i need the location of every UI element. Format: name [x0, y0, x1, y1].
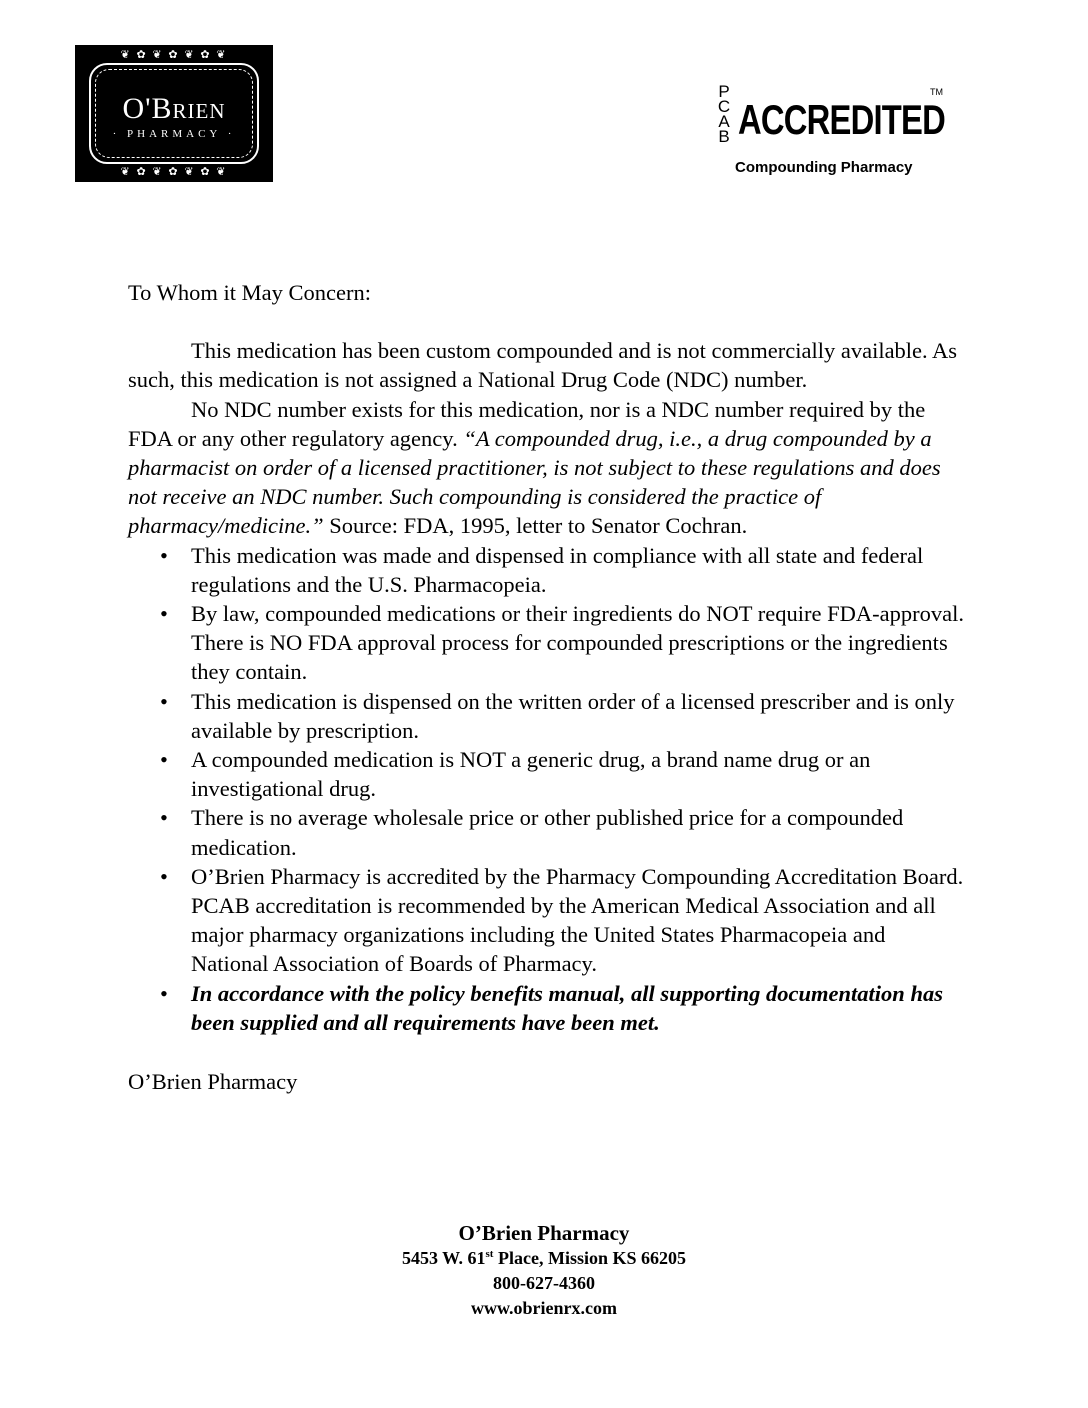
pcab-letter: A [718, 112, 730, 131]
list-item-text-emphasis: In accordance with the policy benefits manual, all supporting documentation has been supplied and all requirements have been met. [191, 980, 943, 1035]
salutation: To Whom it May Concern: [128, 280, 371, 305]
bullet-icon: • [160, 805, 168, 831]
fda-quote: “A compounded drug, i.e., a drug compounded by a pharmacist on order of a licensed practitioner, is not subject to these regulations and does not receive an NDC number. Such compounding is considered the practice of pharmacy/medicine.” [128, 425, 941, 539]
bullet-list [128, 541, 968, 1037]
pcab-subtitle: Compounding Pharmacy [735, 159, 913, 176]
list-item [128, 599, 968, 687]
paragraph-lead: No NDC number exists for this medication, nor is a NDC number required by the FDA or any other regulatory agency. [128, 396, 926, 451]
list-item [128, 541, 968, 599]
pcab-accredited-logo [716, 84, 956, 180]
footer-address [0, 1246, 1088, 1271]
trademark-mark: TM [930, 87, 943, 97]
pcab-letter: P [718, 82, 730, 101]
pcab-letter: C [717, 97, 731, 116]
bullet-icon: • [160, 980, 168, 1006]
pcab-letter: B [718, 127, 730, 146]
list-item [128, 979, 968, 1037]
paragraph-fda-quote [128, 395, 968, 541]
footer-contact [0, 1220, 1088, 1321]
list-item-text: O’Brien Pharmacy is accredited by the Pharmacy Compounding Accreditation Board. PCAB accreditation is recommended by the American Medical Association and all major pharmacy organizations including the United States Pharmacopeia and National Association of Boards of Pharmacy. [191, 863, 964, 977]
footer-website[interactable]: www.obrienrx.com [471, 1298, 617, 1318]
footer-phone: 800-627-4360 [493, 1273, 595, 1293]
list-item-text: There is no average wholesale price or other published price for a compounded medication. [191, 805, 904, 860]
letter-body [128, 278, 968, 1096]
list-item-text: A compounded medication is NOT a generic drug, a brand name drug or an investigational drug. [191, 747, 871, 802]
logo-ornament-bottom: ❦ ✿ ❦ ✿ ❦ ✿ ❦ [120, 166, 228, 178]
list-item [128, 687, 968, 745]
list-item [128, 745, 968, 803]
logo-name: O'Brien [122, 91, 226, 125]
logo-subtitle: · PHARMACY · [112, 127, 236, 140]
list-item-text: By law, compounded medications or their ingredients do NOT require FDA-approval. There is NO FDA approval process for compounded prescriptions or the ingredients they contain. [191, 601, 964, 685]
signoff: O’Brien Pharmacy [128, 1069, 298, 1095]
address-ordinal: st [485, 1248, 494, 1260]
bullet-icon: • [160, 601, 168, 627]
logo-ornament-top: ❦ ✿ ❦ ✿ ❦ ✿ ❦ [120, 49, 228, 61]
bullet-icon: • [160, 542, 168, 568]
paragraph-no-ndc-assigned: This medication has been custom compounded and is not commercially available. As such, this medication is not assigned a National Drug Code (NDC) number. [128, 338, 958, 393]
bullet-icon: • [160, 863, 168, 889]
bullet-icon: • [160, 688, 168, 714]
list-item-text: This medication is dispensed on the written order of a licensed prescriber and is only available by prescription. [191, 688, 955, 743]
pcab-letters [716, 84, 732, 144]
obrien-pharmacy-logo [75, 45, 273, 182]
address-part: Place, Mission KS 66205 [493, 1248, 686, 1268]
quote-source: Source: FDA, 1995, letter to Senator Cochran. [323, 513, 748, 539]
list-item [128, 803, 968, 861]
footer-name: O’Brien Pharmacy [458, 1221, 630, 1245]
list-item-text: This medication was made and dispensed in compliance with all state and federal regulations and the U.S. Pharmacopeia. [191, 542, 924, 597]
pcab-accredited-word: ACCREDITED [738, 96, 945, 143]
address-part: 5453 W. 61 [402, 1248, 486, 1268]
list-item [128, 862, 968, 979]
bullet-icon: • [160, 747, 168, 773]
